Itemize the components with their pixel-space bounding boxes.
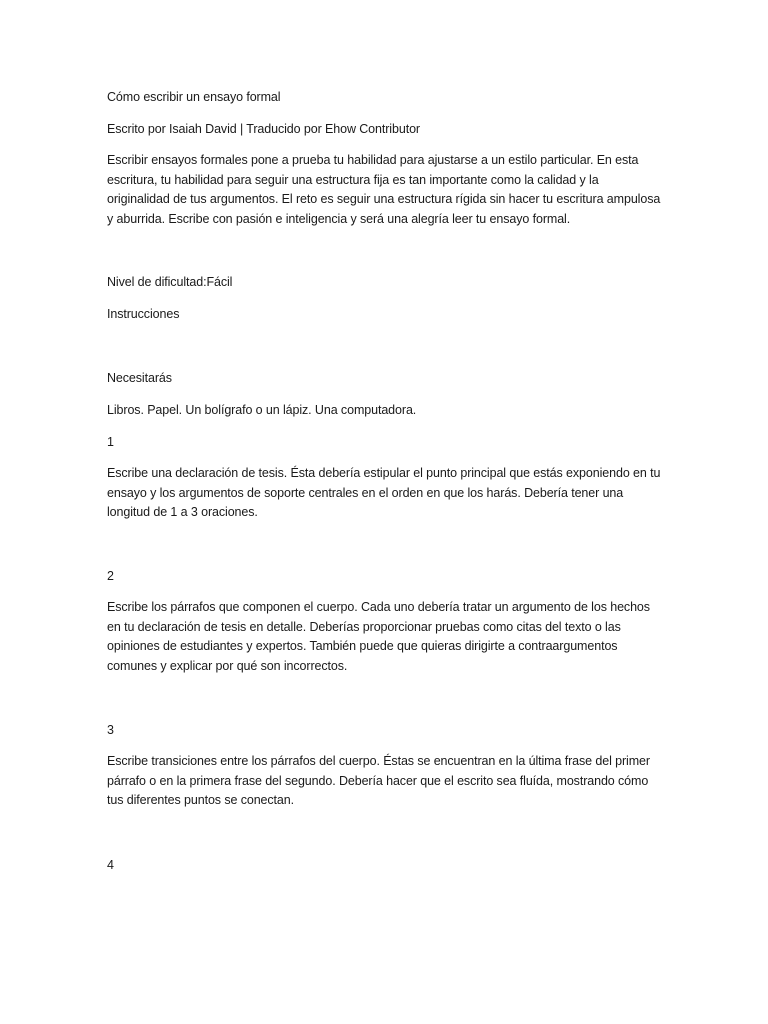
difficulty-level: Nivel de dificultad:Fácil xyxy=(107,275,233,289)
step-number: 4 xyxy=(107,858,114,872)
needs-heading: Necesitarás xyxy=(107,371,172,385)
step-number: 2 xyxy=(107,569,114,583)
document-title: Cómo escribir un ensayo formal xyxy=(107,90,281,104)
document-byline: Escrito por Isaiah David | Traducido por Ehow Contributor xyxy=(107,122,420,136)
step-text: Escribe transiciones entre los párrafos del cuerpo. Éstas se encuentran en la última frase del primer párrafo o en la primera frase del segundo. Debería hacer que el escrito sea fluída, mostrando cómo tus diferentes puntos se conectan. xyxy=(107,754,650,807)
step-number: 1 xyxy=(107,435,114,449)
step-number: 3 xyxy=(107,723,114,737)
step-text: Escribe una declaración de tesis. Ésta debería estipular el punto principal que estás exponiendo en tu ensayo y los argumentos de soporte centrales en el orden en que los harás. Debería tener una longitud de 1 a 3 oraciones. xyxy=(107,466,661,519)
intro-paragraph: Escribir ensayos formales pone a prueba tu habilidad para ajustarse a un estilo particular. En esta escritura, tu habilidad para seguir una estructura fija es tan importante como la calidad y la originalidad de tus argumentos. El reto es seguir una estructura rígida sin hacer tu escritura ampulosa y aburrida. Escribe con pasión e inteligencia y será una alegría leer tu ensayo formal. xyxy=(107,153,661,226)
step-text: Escribe los párrafos que componen el cuerpo. Cada uno debería tratar un argumento de los hechos en tu declaración de tesis en detalle. Deberías proporcionar pruebas como citas del texto o las opiniones de estudiantes y expertos. También puede que quieras dirigirte a contraargumentos comunes y explicar por qué son incorrectos. xyxy=(107,600,650,673)
instructions-heading: Instrucciones xyxy=(107,307,180,321)
needs-list: Libros. Papel. Un bolígrafo o un lápiz. Una computadora. xyxy=(107,403,417,417)
